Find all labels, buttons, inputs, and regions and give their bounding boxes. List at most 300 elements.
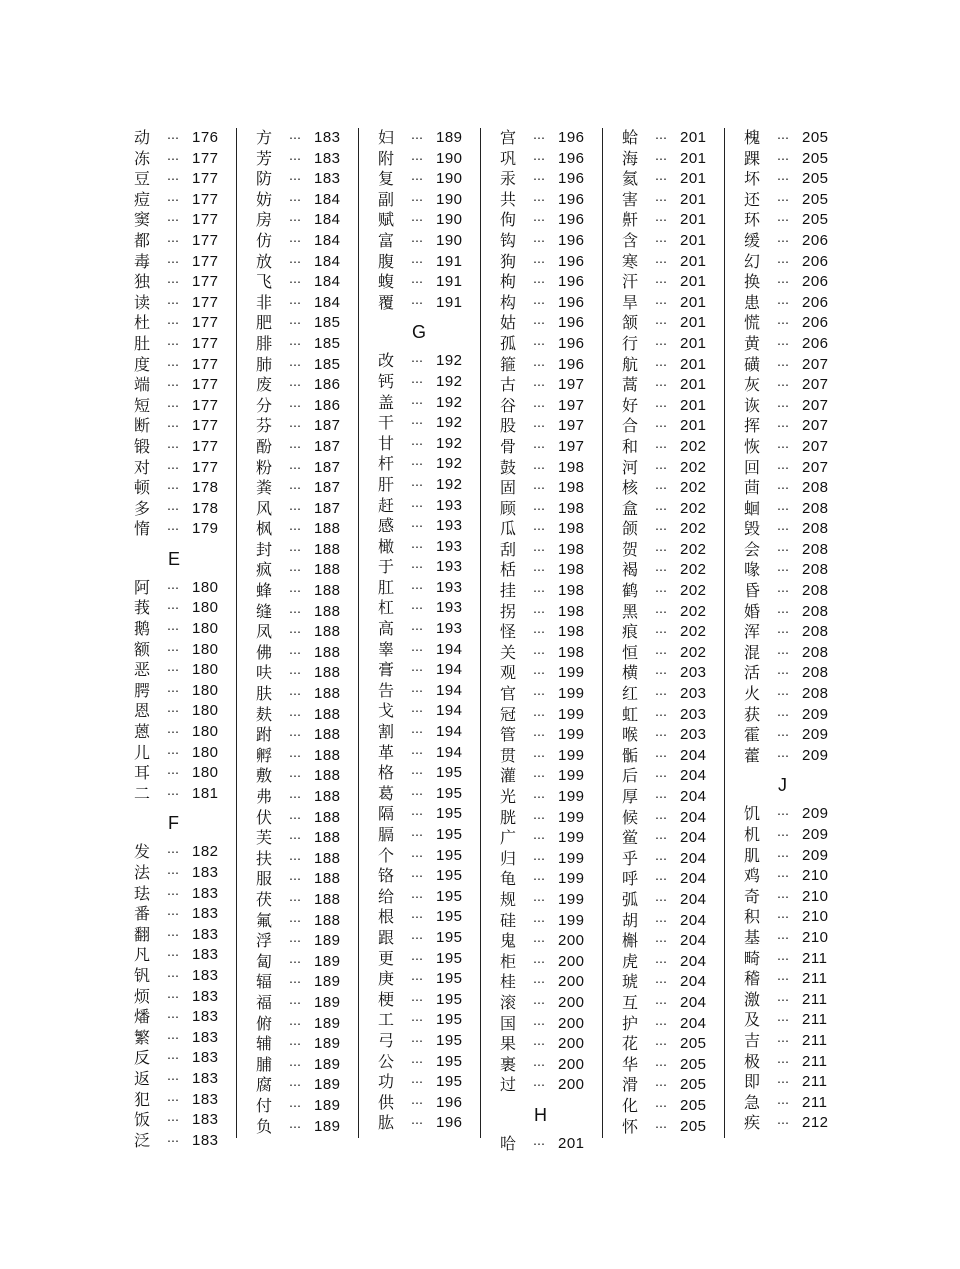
entry-character: 厚 [622, 787, 639, 806]
index-entry [500, 931, 610, 952]
leader-dots: ⋯ [411, 786, 424, 801]
page-number: 205 [680, 1117, 707, 1135]
leader-dots: ⋯ [289, 810, 302, 825]
leader-dots: ⋯ [655, 1057, 668, 1072]
index-entry [500, 1075, 610, 1096]
page-number: 199 [558, 890, 585, 908]
page-number: 177 [192, 252, 219, 270]
page-number: 212 [802, 1114, 829, 1132]
page-number: 190 [436, 170, 463, 188]
index-entry [378, 169, 488, 190]
leader-dots: ⋯ [289, 1037, 302, 1052]
index-entry [256, 396, 366, 417]
page-number: 202 [680, 437, 707, 455]
page-number: 194 [436, 640, 463, 658]
page-number: 196 [436, 1114, 463, 1132]
entry-character: 诙 [744, 395, 761, 415]
leader-dots: ⋯ [289, 1078, 302, 1093]
index-entry [378, 1093, 488, 1114]
leader-dots: ⋯ [411, 869, 424, 884]
index-entry [134, 863, 244, 884]
page-number: 196 [558, 170, 585, 188]
entry-character: 腓 [256, 333, 273, 353]
index-entry [744, 990, 854, 1011]
leader-dots: ⋯ [289, 645, 302, 660]
entry-character: 患 [744, 292, 761, 312]
page-number: 195 [436, 908, 463, 926]
page-number: 177 [192, 396, 219, 414]
page-number: 188 [314, 664, 341, 682]
entry-character: 谷 [500, 395, 517, 415]
leader-dots: ⋯ [655, 584, 668, 599]
index-entry [256, 602, 366, 623]
page-number: 192 [436, 414, 463, 432]
index-entry [500, 416, 610, 437]
page-number: 208 [802, 602, 829, 620]
leader-dots: ⋯ [533, 172, 546, 187]
leader-dots: ⋯ [411, 1075, 424, 1090]
index-entry [622, 972, 732, 993]
index-entry [500, 684, 610, 705]
leader-dots: ⋯ [533, 892, 546, 907]
entry-character: 个 [378, 845, 395, 865]
page-number: 209 [802, 705, 829, 723]
page-number: 194 [436, 702, 463, 720]
index-entry [500, 622, 610, 643]
index-entry [378, 640, 488, 661]
index-entry [134, 1048, 244, 1069]
leader-dots: ⋯ [289, 1119, 302, 1134]
leader-dots: ⋯ [411, 972, 424, 987]
entry-character: 机 [744, 825, 761, 844]
index-entry [134, 904, 244, 925]
page-number: 208 [802, 499, 829, 517]
leader-dots: ⋯ [411, 1054, 424, 1069]
leader-dots: ⋯ [289, 1016, 302, 1031]
entry-character: 多 [134, 498, 151, 518]
page-number: 211 [802, 970, 828, 988]
entry-character: 候 [622, 807, 639, 827]
page-number: 190 [436, 231, 463, 249]
leader-dots: ⋯ [533, 316, 546, 331]
leader-dots: ⋯ [777, 1095, 790, 1110]
index-entry [256, 334, 366, 355]
entry-character: 规 [500, 889, 517, 909]
leader-dots: ⋯ [655, 419, 668, 434]
page-number: 183 [192, 864, 219, 881]
entry-character: 弧 [622, 889, 639, 909]
index-entry [256, 1096, 366, 1117]
index-entry [744, 746, 854, 767]
page-number: 179 [192, 520, 219, 538]
entry-character: 动 [134, 128, 151, 147]
page-number: 209 [802, 726, 829, 744]
entry-character: 短 [134, 395, 151, 415]
entry-character: 航 [622, 354, 639, 374]
leader-dots: ⋯ [533, 542, 546, 557]
page-number: 205 [802, 129, 829, 146]
page-number: 177 [192, 355, 219, 373]
entry-character: 化 [622, 1095, 639, 1115]
entry-character: 古 [500, 375, 517, 395]
leader-dots: ⋯ [289, 872, 302, 887]
leader-dots: ⋯ [167, 642, 180, 657]
entry-character: 蒽 [134, 722, 151, 742]
index-entry [744, 252, 854, 273]
leader-dots: ⋯ [167, 845, 180, 860]
index-entry [744, 313, 854, 334]
entry-character: 挥 [744, 416, 761, 436]
index-entry [500, 1034, 610, 1055]
page-number: 177 [192, 293, 219, 311]
leader-dots: ⋯ [167, 501, 180, 516]
index-entry [744, 437, 854, 458]
entry-character: 根 [378, 907, 395, 927]
entry-character: 庚 [378, 969, 395, 989]
leader-dots: ⋯ [411, 416, 424, 431]
entry-character: 红 [622, 684, 639, 704]
page-number: 188 [314, 726, 341, 744]
page-number: 195 [436, 1073, 463, 1091]
page-number: 193 [436, 496, 463, 514]
index-entry [622, 1034, 732, 1055]
page-number: 201 [680, 252, 707, 270]
leader-dots: ⋯ [655, 522, 668, 537]
leader-dots: ⋯ [655, 172, 668, 187]
leader-dots: ⋯ [777, 1075, 790, 1090]
entry-character: 风 [256, 498, 273, 518]
page-number: 198 [558, 561, 585, 579]
index-entry [500, 272, 610, 293]
leader-dots: ⋯ [777, 192, 790, 207]
page-number: 199 [558, 829, 585, 847]
index-entry [256, 766, 366, 787]
page-number: 208 [802, 561, 829, 579]
leader-dots: ⋯ [411, 766, 424, 781]
page-number: 193 [436, 517, 463, 535]
page-number: 198 [558, 479, 585, 497]
leader-dots: ⋯ [655, 563, 668, 578]
page-number: 211 [802, 1031, 828, 1049]
index-entry [378, 784, 488, 805]
leader-dots: ⋯ [533, 501, 546, 516]
entry-character: 固 [500, 478, 517, 498]
page-number: 208 [802, 685, 829, 703]
page-number: 204 [680, 932, 707, 950]
entry-character: 吉 [744, 1030, 761, 1050]
entry-character: 饥 [744, 804, 761, 824]
index-entry [622, 643, 732, 664]
page-number: 178 [192, 499, 219, 517]
leader-dots: ⋯ [777, 398, 790, 413]
leader-dots: ⋯ [411, 1013, 424, 1028]
index-entry [378, 743, 488, 764]
entry-character: 胱 [500, 807, 517, 827]
entry-character: 盒 [622, 498, 639, 518]
entry-character: 覆 [378, 292, 395, 312]
page-number: 201 [680, 170, 707, 188]
leader-dots: ⋯ [289, 336, 302, 351]
index-entry [744, 1113, 854, 1134]
leader-dots: ⋯ [289, 913, 302, 928]
index-entry [256, 931, 366, 952]
leader-dots: ⋯ [167, 398, 180, 413]
leader-dots: ⋯ [167, 213, 180, 228]
page-number: 201 [680, 293, 707, 311]
entry-character: 更 [378, 948, 395, 968]
entry-character: 鸡 [744, 866, 761, 886]
entry-character: 激 [744, 989, 761, 1009]
entry-character: 颌 [622, 519, 639, 539]
index-entry [622, 499, 732, 520]
page-number: 200 [558, 1035, 585, 1053]
page-number: 189 [314, 1117, 341, 1135]
index-entry [134, 619, 244, 640]
page-number: 183 [192, 946, 219, 964]
page-number: 196 [558, 129, 585, 146]
page-number: 199 [558, 870, 585, 888]
page-number: 207 [802, 376, 829, 394]
index-entry [256, 190, 366, 211]
page-number: 186 [314, 376, 341, 394]
page-number: 177 [192, 231, 219, 249]
index-entry [378, 351, 488, 372]
page-number: 196 [558, 211, 585, 229]
entry-character: 鬼 [500, 931, 517, 951]
leader-dots: ⋯ [411, 172, 424, 187]
index-entry [744, 804, 854, 825]
index-entry [744, 190, 854, 211]
leader-dots: ⋯ [289, 542, 302, 557]
leader-dots: ⋯ [167, 725, 180, 740]
page-number: 198 [558, 458, 585, 476]
leader-dots: ⋯ [289, 728, 302, 743]
leader-dots: ⋯ [411, 1095, 424, 1110]
leader-dots: ⋯ [167, 419, 180, 434]
entry-character: 巩 [500, 148, 517, 168]
index-entry [622, 478, 732, 499]
entry-character: 飞 [256, 272, 273, 292]
index-entry [378, 1072, 488, 1093]
entry-character: 俯 [256, 1013, 273, 1033]
entry-character: 复 [378, 169, 395, 189]
page-number: 184 [314, 252, 341, 270]
index-entry [744, 684, 854, 705]
page-number: 210 [802, 908, 829, 926]
page-number: 192 [436, 455, 463, 473]
leader-dots: ⋯ [289, 151, 302, 166]
index-entry [744, 602, 854, 623]
page-number: 203 [680, 664, 707, 682]
entry-character: 哈 [500, 1133, 517, 1153]
leader-dots: ⋯ [655, 913, 668, 928]
index-entry [622, 1117, 732, 1138]
leader-dots: ⋯ [655, 769, 668, 784]
page-number: 194 [436, 723, 463, 741]
index-entry [744, 169, 854, 190]
index-entry [256, 890, 366, 911]
page-number: 183 [192, 1090, 219, 1108]
page-number: 198 [558, 520, 585, 538]
leader-dots: ⋯ [289, 295, 302, 310]
entry-character: 构 [500, 292, 517, 312]
entry-character: 惰 [134, 519, 151, 539]
index-entry [622, 458, 732, 479]
index-entry [378, 413, 488, 434]
index-entry [622, 828, 732, 849]
page-number: 185 [314, 314, 341, 332]
entry-character: 幻 [744, 251, 761, 271]
page-number: 197 [558, 376, 585, 394]
index-entry [500, 169, 610, 190]
leader-dots: ⋯ [655, 398, 668, 413]
leader-dots: ⋯ [655, 604, 668, 619]
leader-dots: ⋯ [167, 481, 180, 496]
leader-dots: ⋯ [167, 601, 180, 616]
page-number: 208 [802, 520, 829, 538]
page-number: 204 [680, 890, 707, 908]
page-number: 199 [558, 705, 585, 723]
entry-character: 管 [500, 725, 517, 745]
leader-dots: ⋯ [533, 1057, 546, 1072]
leader-dots: ⋯ [289, 995, 302, 1010]
leader-dots: ⋯ [777, 439, 790, 454]
index-entry [622, 1096, 732, 1117]
index-entry [256, 169, 366, 190]
leader-dots: ⋯ [533, 1016, 546, 1031]
leader-dots: ⋯ [533, 233, 546, 248]
leader-dots: ⋯ [777, 213, 790, 228]
leader-dots: ⋯ [167, 172, 180, 187]
index-entry [378, 866, 488, 887]
page-number: 188 [314, 890, 341, 908]
entry-character: 反 [134, 1048, 151, 1068]
entry-character: 浑 [744, 622, 761, 642]
leader-dots: ⋯ [411, 580, 424, 595]
entry-character: 虎 [622, 951, 639, 971]
leader-dots: ⋯ [167, 927, 180, 942]
page-number: 192 [436, 372, 463, 390]
index-entry [500, 375, 610, 396]
index-entry [744, 149, 854, 170]
leader-dots: ⋯ [777, 295, 790, 310]
entry-character: 富 [378, 230, 395, 250]
page-number: 188 [314, 767, 341, 785]
index-entry [378, 434, 488, 455]
entry-character: 负 [256, 1116, 273, 1136]
page-number: 188 [314, 788, 341, 805]
entry-character: 酚 [256, 436, 273, 456]
entry-character: 感 [378, 516, 395, 536]
entry-character: 房 [256, 210, 273, 230]
entry-character: 冻 [134, 148, 151, 168]
entry-character: 芙 [256, 828, 273, 848]
page-number: 199 [558, 746, 585, 764]
entry-character: 龟 [500, 869, 517, 889]
index-entry [134, 660, 244, 681]
leader-dots: ⋯ [777, 1054, 790, 1069]
leader-dots: ⋯ [167, 233, 180, 248]
leader-dots: ⋯ [533, 625, 546, 640]
entry-character: 肤 [256, 684, 273, 704]
page-number: 196 [558, 273, 585, 291]
index-entry [500, 602, 610, 623]
entry-character: 盖 [378, 392, 395, 412]
index-entry [744, 478, 854, 499]
entry-character: 福 [256, 992, 273, 1012]
entry-character: 毒 [134, 251, 151, 271]
index-column [378, 128, 488, 1134]
page-number: 188 [314, 520, 341, 538]
index-entry [744, 560, 854, 581]
entry-character: 麸 [256, 704, 273, 724]
index-entry [744, 846, 854, 867]
page-number: 196 [558, 149, 585, 167]
leader-dots: ⋯ [533, 954, 546, 969]
index-entry [500, 396, 610, 417]
entry-character: 箍 [500, 354, 517, 374]
page-number: 209 [802, 846, 829, 864]
index-entry [500, 458, 610, 479]
entry-character: 混 [744, 642, 761, 662]
leader-dots: ⋯ [289, 1098, 302, 1113]
leader-dots: ⋯ [655, 748, 668, 763]
leader-dots: ⋯ [777, 233, 790, 248]
leader-dots: ⋯ [655, 295, 668, 310]
entry-character: 恩 [134, 701, 151, 721]
index-entry [622, 272, 732, 293]
leader-dots: ⋯ [777, 481, 790, 496]
leader-dots: ⋯ [289, 131, 302, 145]
entry-character: 颔 [622, 313, 639, 333]
entry-character: 隔 [378, 804, 395, 824]
leader-dots: ⋯ [777, 254, 790, 269]
entry-character: 汗 [622, 272, 639, 292]
leader-dots: ⋯ [411, 295, 424, 310]
page-number: 195 [436, 764, 463, 782]
leader-dots: ⋯ [411, 951, 424, 966]
index-entry [134, 681, 244, 702]
index-entry [134, 1090, 244, 1111]
page-number: 206 [802, 252, 829, 270]
index-entry [500, 355, 610, 376]
page-number: 180 [192, 661, 219, 679]
page-number: 207 [802, 458, 829, 476]
entry-character: 顾 [500, 498, 517, 518]
page-number: 184 [314, 231, 341, 249]
index-entry [500, 128, 610, 149]
page-number: 183 [192, 966, 219, 984]
page-number: 198 [558, 540, 585, 558]
leader-dots: ⋯ [411, 213, 424, 228]
page-number: 199 [558, 664, 585, 682]
index-entry [744, 581, 854, 602]
leader-dots: ⋯ [533, 275, 546, 290]
entry-character: 呼 [622, 869, 639, 889]
page-number: 189 [314, 1014, 341, 1032]
index-entry [256, 540, 366, 561]
page-number: 201 [558, 1134, 585, 1152]
leader-dots: ⋯ [655, 1098, 668, 1113]
leader-dots: ⋯ [533, 1136, 546, 1151]
page-number: 177 [192, 170, 219, 188]
index-entry [134, 252, 244, 273]
leader-dots: ⋯ [533, 934, 546, 949]
entry-character: 栝 [500, 560, 517, 580]
entry-character: 脯 [256, 1054, 273, 1074]
entry-character: 格 [378, 763, 395, 783]
leader-dots: ⋯ [289, 460, 302, 475]
